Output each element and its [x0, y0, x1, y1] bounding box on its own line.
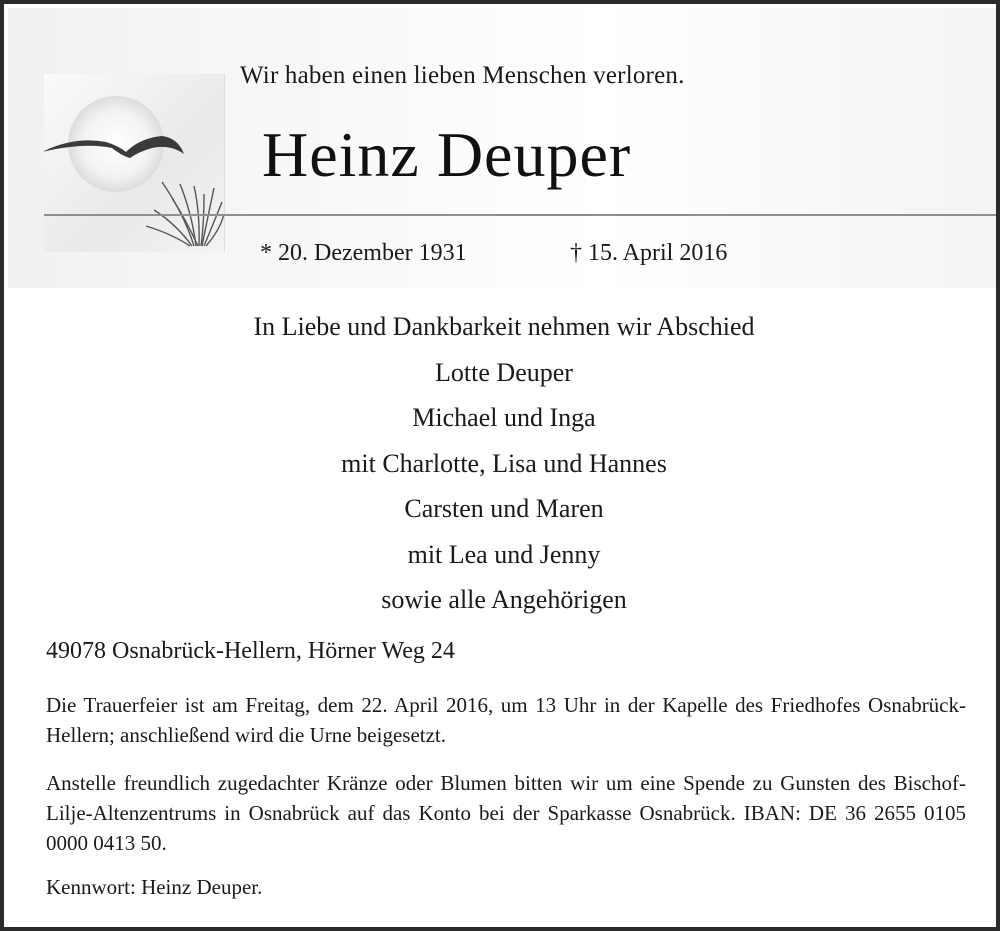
- donation-keyword: Kennwort: Heinz Deuper.: [46, 875, 263, 899]
- ceremony-info: Die Trauerfeier ist am Freitag, dem 22. April 2016, um 13 Uhr in der Kapelle des Friedhofes Osnabrück-Hellern; anschließend wird die Urne beigesetzt.: [46, 693, 966, 747]
- mourners-intro: In Liebe und Dankbarkeit nehmen wir Abschied: [253, 312, 755, 341]
- mourner-line: mit Charlotte, Lisa und Hannes: [341, 448, 667, 478]
- mourner-line: sowie alle Angehörigen: [381, 585, 627, 614]
- death-date: † 15. April 2016: [570, 240, 728, 266]
- bird-icon: [44, 74, 224, 252]
- mourner-line: mit Lea und Jenny: [407, 539, 601, 569]
- donation-info: Anstelle freundlich zugedachter Kränze oder Blumen bitten wir um eine Spende zu Gunsten des Bischof-Lilje-Altenzentrums in Osnabrück auf das Konto bei der Sparkasse Osnabrück. IBAN: DE 36 2655 0105 0000 0413 50.: [46, 771, 966, 855]
- birth-date: * 20. Dezember 1931: [260, 240, 467, 266]
- mourner-line: Lotte Deuper: [435, 357, 573, 387]
- mourner-line: Carsten und Maren: [404, 494, 604, 523]
- mourners-list: [4, 304, 1000, 623]
- header-divider: [44, 214, 996, 216]
- family-address: 49078 Osnabrück-Hellern, Hörner Weg 24: [46, 638, 455, 664]
- bird-over-grass-illustration: [44, 74, 225, 252]
- mourner-line: Michael und Inga: [412, 403, 596, 432]
- deceased-name: Heinz Deuper: [262, 119, 632, 190]
- intro-text: Wir haben einen lieben Menschen verloren.: [240, 62, 685, 89]
